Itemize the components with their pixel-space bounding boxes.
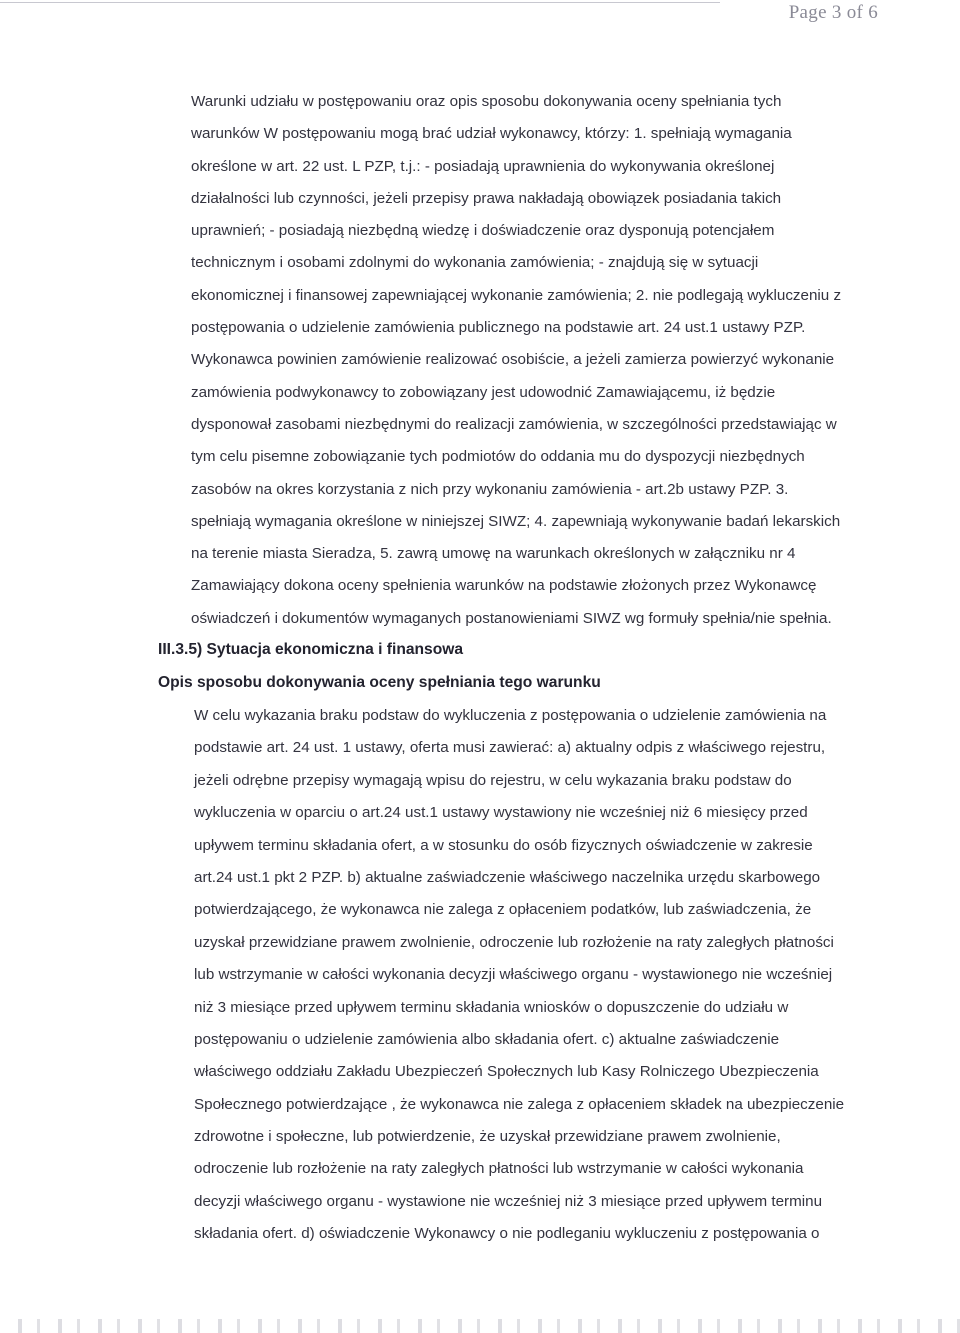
text-line: określone w art. 22 ust. L PZP, t.j.: - posiadają uprawnienia do wykonywania określonej (191, 157, 775, 175)
text-line: składania ofert. d) oświadczenie Wykonawcy o nie podleganiu wykluczeniu z postępowania o (194, 1225, 820, 1243)
page-number: Page 3 of 6 (788, 2, 878, 23)
text-line: upływem terminu składania ofert, a w stosunku do osób fizycznych oświadczenie w zakresie (194, 836, 813, 854)
text-line: właściwego oddziału Zakładu Ubezpieczeń Społecznych lub Kasy Rolniczego Ubezpieczenia (194, 1063, 819, 1081)
text-line: oświadczeń i dokumentów wymaganych postanowieniami SIWZ wg formuły spełnia/nie spełnia. (191, 609, 832, 627)
text-line: art.24 ust.1 pkt 2 PZP. b) aktualne zaświadczenie właściwego naczelnika urzędu skarbowego (194, 868, 821, 886)
financial-paragraph (194, 700, 894, 1251)
text-line: lub wstrzymanie w całości wykonania decyzji właściwego organu - wystawionego nie wcześniej (194, 966, 833, 984)
text-line: postępowania o udzielenie zamówienia publicznego na podstawie art. 24 ust.1 ustawy PZP. (191, 319, 806, 337)
text-line: dysponował zasobami niezbędnymi do realizacji zamówienia, w szczególności przedstawiając w (191, 415, 837, 433)
text-line: technicznym i osobami zdolnymi do wykonania zamówienia; - znajdują się w sytuacji (191, 254, 759, 272)
text-line: odroczenie lub rozłożenie na raty zaległych płatności lub wstrzymanie w całości wykonania (194, 1160, 804, 1178)
text-line: warunków W postępowaniu mogą brać udział wykonawcy, którzy: 1. spełniają wymagania (191, 125, 792, 143)
section-heading: III.3.5) Sytuacja ekonomiczna i finansowa (158, 641, 464, 658)
text-line: podstawie art. 24 ust. 1 ustawy, oferta musi zawierać: a) aktualny odpis z właściwego rejestru, (194, 739, 826, 757)
text-line: decyzji właściwego organu - wystawione nie wcześniej niż 3 miesiące przed upływem terminu (194, 1192, 823, 1210)
text-line: Wykonawca powinien zamówienie realizować osobiście, a jeżeli zamierza powierzyć wykonanie (191, 351, 835, 369)
text-line: zasobów na okres korzystania z nich przy wykonaniu zamówienia - art.2b ustawy PZP. 3. (191, 480, 789, 498)
text-line: zamówienia podwykonawcy to zobowiązany jest udowodnić Zamawiającemu, iż będzie (191, 383, 776, 401)
text-line: ekonomicznej i finansowej zapewniającej wykonanie zamówienia; 2. nie podlegają wykluczeniu z (191, 286, 842, 304)
conditions-paragraph (191, 86, 891, 635)
text-line: W celu wykazania braku podstaw do wykluczenia z postępowania o udzielenie zamówienia na (194, 707, 827, 724)
text-line: wykluczenia w oparciu o art.24 ust.1 ustawy wystawiony nie wcześniej niż 6 miesięcy przed (194, 804, 808, 822)
text-line: uprawnień; - posiadają niezbędną wiedzę i doświadczenie oraz dysponują potencjałem (191, 222, 775, 240)
text-line: spełniają wymagania określone w niniejszej SIWZ; 4. zapewniają wykonywanie badań lekarskich (191, 512, 841, 530)
text-line: uzyskał przewidziane prawem zwolnienie, odroczenie lub rozłożenie na raty zaległych płatności (194, 933, 834, 951)
text-line: potwierdzającego, że wykonawca nie zalega z opłaceniem podatków, lub zaświadczenia, że (194, 901, 812, 919)
header-rule (0, 2, 720, 3)
text-line: na terenie miasta Sieradza, 5. zawrą umowę na warunkach określonych w załączniku nr 4 (191, 545, 796, 563)
text-line: jeżeli odrębne przepisy wymagają wpisu do rejestru, w celu wykazania braku podstaw do (194, 771, 792, 789)
text-line: Społecznego potwierdzające , że wykonawca nie zalega z opłaceniem składek na ubezpieczenie (194, 1095, 845, 1113)
text-line: tym celu pisemne zobowiązanie tych podmiotów do oddania mu do dyspozycji niezbędnych (191, 448, 805, 466)
text-line: Warunki udziału w postępowaniu oraz opis sposobu dokonywania oceny spełniania tych (191, 93, 782, 110)
scan-artifact-footer (0, 1319, 960, 1333)
text-line: zdrowotne i społeczne, lub potwierdzenie, że uzyskał przewidziane prawem zwolnienie, (194, 1128, 781, 1146)
subsection-heading: Opis sposobu dokonywania oceny spełniania tego warunku (158, 674, 601, 691)
text-line: działalności lub czynności, jeżeli przepisy prawa nakładają obowiązek posiadania takich (191, 189, 782, 207)
text-line: postępowaniu o udzielenie zamówienia albo składania ofert. c) aktualne zaświadczenie (194, 1030, 780, 1048)
text-line: Zamawiający dokona oceny spełnienia warunków na podstawie złożonych przez Wykonawcę (191, 577, 817, 595)
text-line: niż 3 miesiące przed upływem terminu składania wniosków o dopuszczenie do udziału w (194, 998, 789, 1016)
